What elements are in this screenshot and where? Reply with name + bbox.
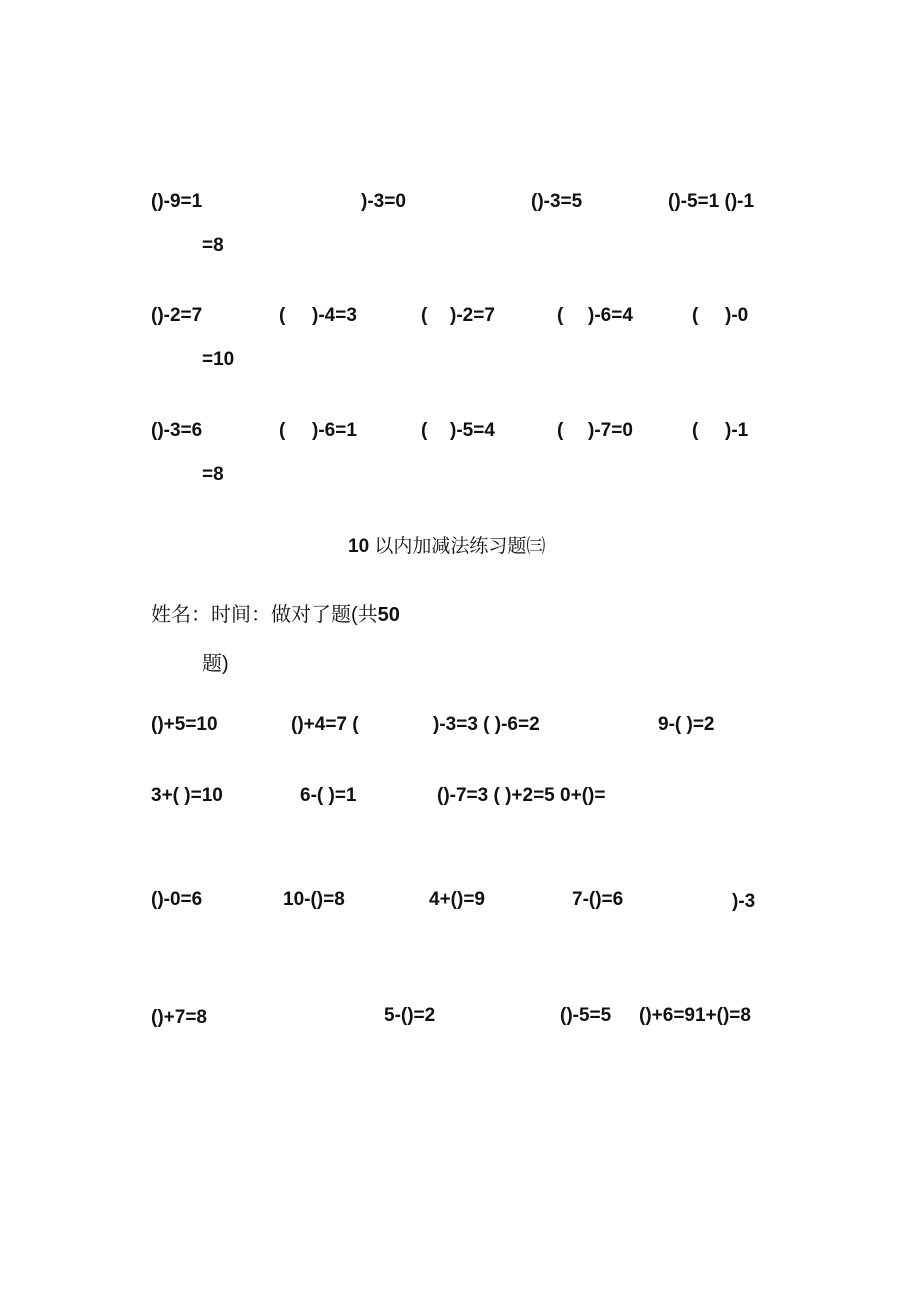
problem: )-3=0 xyxy=(361,191,406,212)
problem: ()-5=5 xyxy=(560,1005,612,1026)
problem: 7-()=6 xyxy=(572,889,624,910)
problem: ()-7=3 ( )+2=5 0+()= xyxy=(437,785,606,806)
problem: 4+()=9 xyxy=(429,889,485,910)
problem: ()-0=6 xyxy=(151,889,203,910)
worksheet-title xyxy=(348,537,545,556)
problem: )-3 xyxy=(732,891,756,912)
problem-continuation: =8 xyxy=(202,464,224,485)
problem: ()-2=7 xyxy=(151,305,203,326)
problem: )-7=0 xyxy=(588,420,633,441)
problem: 9-( )=2 xyxy=(658,714,715,735)
answer-blank-open: ( xyxy=(421,305,428,326)
problem-continuation: =10 xyxy=(202,349,235,370)
problem: )-1 xyxy=(725,420,749,441)
student-info-line xyxy=(151,605,400,625)
answer-blank-open: ( xyxy=(692,420,699,441)
problem: ()-9=1 xyxy=(151,191,203,212)
problem: )-6=4 xyxy=(588,305,633,326)
problem: ()-3=6 xyxy=(151,420,203,441)
answer-blank-open: ( xyxy=(557,305,564,326)
problem: )-3=3 ( )-6=2 xyxy=(433,714,540,735)
problem-continuation: =8 xyxy=(202,235,224,256)
answer-blank-open: ( xyxy=(279,420,286,441)
problem: ()+5=10 xyxy=(151,714,218,735)
problem: ()+7=8 xyxy=(151,1007,207,1028)
title-number: 10 xyxy=(348,536,370,557)
answer-blank-open: ( xyxy=(557,420,564,441)
problem: )-5=4 xyxy=(450,420,495,441)
problem: 3+( )=10 xyxy=(151,785,223,806)
problem: )-2=7 xyxy=(450,305,495,326)
info-continuation: 题) xyxy=(202,653,229,675)
answer-blank-open: ( xyxy=(692,305,699,326)
problem: )-0 xyxy=(725,305,749,326)
problem: ()-3=5 xyxy=(531,191,583,212)
answer-blank-open: ( xyxy=(279,305,286,326)
problem: 5-()=2 xyxy=(384,1005,436,1026)
title-text: 以内加减法练习题㈢ xyxy=(374,536,546,557)
problem: 6-( )=1 xyxy=(300,785,357,806)
info-label: 姓名：时间：做对了题(共 xyxy=(151,604,378,626)
question-count: 50 xyxy=(377,604,400,626)
problem: )-6=1 xyxy=(312,420,357,441)
problem: ()+4=7 ( xyxy=(291,714,359,735)
problem: ()+6=91+()=8 xyxy=(639,1005,751,1026)
answer-blank-open: ( xyxy=(421,420,428,441)
problem: )-4=3 xyxy=(312,305,357,326)
problem: 10-()=8 xyxy=(283,889,345,910)
problem: ()-5=1 ()-1 xyxy=(668,191,755,212)
